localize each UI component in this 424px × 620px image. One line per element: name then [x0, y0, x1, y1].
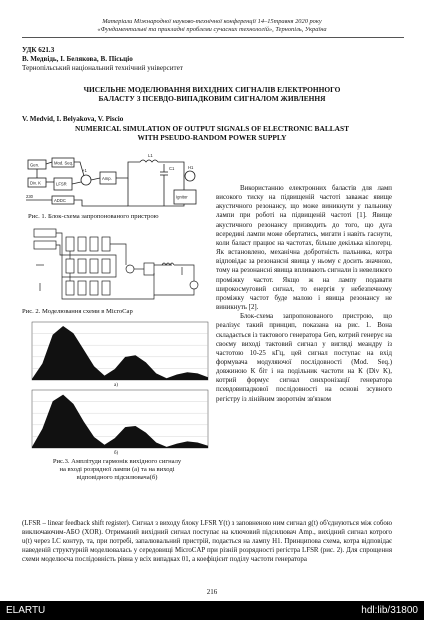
title-en-line-1: NUMERICAL SIMULATION OF OUTPUT SIGNALS OF ELECTRONIC BALLAST [74, 124, 350, 133]
title-ua-line-2: БАЛАСТУ З ПСЕВДО-ВИПАДКОВИМ СИГНАЛОМ ЖИВЛЕННЯ [98, 94, 326, 103]
authors-ua: В. Медвідь, І. Белякова, В. Пісьціо [22, 55, 133, 63]
conference-header [20, 18, 404, 34]
chart-b-label: б) [114, 451, 119, 456]
label-l1: L1 [148, 153, 153, 158]
microcap-schematic [26, 225, 210, 307]
chart-panel-a [32, 322, 208, 380]
figure2-caption: Рис. 2. Моделювання схеми в MicroCap [22, 308, 133, 315]
label-addc: ADDC [54, 198, 66, 203]
block-diagram [24, 150, 210, 212]
affiliation: Тернопільський національний технічний університет [22, 64, 183, 72]
title-en [30, 124, 394, 142]
label-h1: H1 [188, 165, 194, 170]
label-div-k: Div. K [30, 180, 41, 186]
paragraph-2: Блок-схема запропонованого пристрою, що реалізує такий принцип, показана на рис. 1. Вона складається із тактового генератора Gen, котрий генерує на своєму виході тактовий сигнал у вигляді меандру із частотою 10-25 кГц, цей сигнал поступає на вхід формувача модуляючої послідовності (Mod. Seq.) довжиною К біт і на подільник частоти на К (Div K), котрий формує сигнал синхронізації генератора псевдовипадкової послідовності на основі зсувного регістру із лінійним зворотнім зв'язком [216, 313, 392, 403]
title-en-line-2: WITH PSEUDO-RANDOM POWER SUPPLY [137, 133, 287, 142]
authors-en: V. Medvid, I. Belyakova, V. Piscio [22, 115, 124, 123]
figure1-caption: Рис. 1. Блок-схема запропонованого пристрою [28, 213, 159, 220]
paragraph-1: Використанню електронних баластів для ламп високого тиску на підвищеній частоті заважає явище акустичного резонансу, що може виникнути у пальнику лампи при роботі на підвищеній частоті [1]. Явище акустичного резонансу призводить до того, що дуга всередині лампи може обертатись, мигати і навіть гаснути, коли баласт працює на частотах, більше декілька кілогерц. Як встановлено, механічна добротність пальника, котра відповідає за резонансні явища у ньому є досить значною, тому на резонансні явища впливають сигнали із невеликого проміжку частот. Якщо ж на лампу подавати широкосмуговий сигнал, то енергія у небезпечному проміжку частот буде малою і явища резонансу не виникнуть [2]. [216, 185, 392, 312]
figure3-caption [24, 458, 210, 482]
label-plus1: +1 [82, 168, 87, 173]
header-rule [22, 37, 404, 38]
label-c1: C1 [169, 166, 175, 171]
figure3-caption-line-2: на вході розрядної лампи (а) та на виході [59, 466, 175, 473]
harmonics-charts [24, 320, 212, 456]
header-line-1: Матеріали Міжнародної науково-технічної конференції 14–15травня 2020 року [102, 18, 322, 25]
label-gen: Gen. [30, 162, 40, 168]
page-number: 216 [206, 588, 218, 596]
figure3-caption-line-3: відповідного підсилювача(б) [76, 474, 158, 481]
label-amp: Amp. [102, 176, 112, 181]
header-line-2: «Фундаментальні та прикладні проблеми сучасних технологій», Тернопіль, Україна [97, 26, 327, 33]
chart-panel-b [32, 390, 208, 448]
title-ua-line-1: ЧИСЕЛЬНЕ МОДЕЛЮВАННЯ ВИХІДНИХ СИГНАЛІВ ЕЛЕКТРОННОГО [83, 85, 341, 94]
block-xor [81, 175, 91, 185]
full-width-text: (LFSR – linear feedback shift register). Сигнал з виходу блоку LFSR Y(t) з заповненою ним сигнал g(t) об'єднуються між собою виключаючим-АБО (XOR). Отриманий вихідний сигнал поступає на ключовий підсилювач Amp., вихідний сигнал котрого u(t) через LC контур, та, при потребі, запалювальний пристрій, подається на лампу H1. Принципова схема, котра відповідає наведеній структурній моделювалась у середовищі MicroCAP при різній розрядності регістра LFSR (рис. 2). Для спрощення схеми моделюєча послідовність рівна у всіх випадках 01, а коефіцієнт поділу частоти генератора [22, 520, 392, 564]
right-column-text [216, 184, 392, 404]
label-230: 230 [26, 194, 33, 199]
udk-code: УДК 621.3 [22, 46, 55, 54]
harmonics-area [32, 395, 208, 448]
chart-a-label: а) [114, 383, 118, 388]
footer-left-label: ELARTU [6, 605, 46, 616]
harmonics-area [32, 326, 208, 380]
label-lfsr: LFSR [56, 181, 67, 187]
figure3-caption-line-1: Рис.3. Амплітуди гармонік вихідного сигналу [52, 458, 182, 465]
footer-right-label: hdl:lib/31800 [361, 605, 418, 616]
label-mod-seq: Mod. Seq. [54, 160, 74, 166]
title-ua [40, 85, 384, 103]
label-ignitor: Ignitor [176, 194, 188, 200]
